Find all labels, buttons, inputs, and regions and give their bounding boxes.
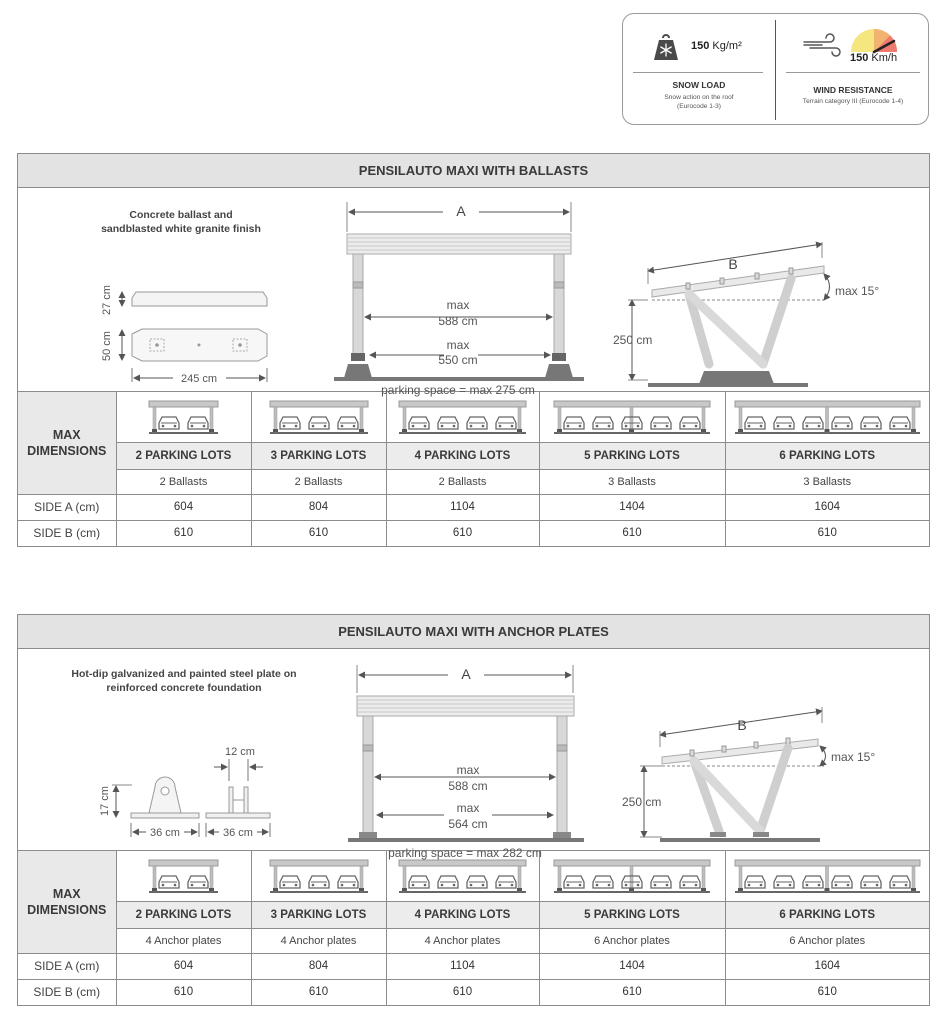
carport-icon-6 — [725, 851, 929, 901]
carport-3-icon — [270, 399, 368, 435]
lots-header: 3 PARKING LOTS — [251, 901, 386, 928]
table-row — [18, 520, 929, 546]
max-dimensions-header — [18, 851, 116, 953]
max-label-2: max — [446, 338, 470, 352]
dimensions-table — [18, 392, 929, 546]
carport-icon-4 — [386, 392, 539, 442]
row-header-line2: DIMENSIONS — [27, 902, 107, 917]
label-b: B — [737, 717, 747, 733]
car-icon — [280, 876, 300, 888]
side-a-value: 1404 — [539, 953, 725, 979]
parking-space-label: parking space = max 275 cm — [381, 383, 535, 397]
weight-snowflake-icon — [651, 32, 681, 62]
car-icon — [496, 417, 516, 429]
label-a: A — [456, 203, 466, 219]
car-icon — [338, 417, 358, 429]
lots-header: 6 PARKING LOTS — [725, 901, 929, 928]
table-row — [18, 979, 929, 1005]
car-icon — [861, 417, 881, 429]
side-height-label: 250 cm — [613, 333, 653, 347]
snow-load-unit: Kg/m² — [712, 40, 742, 52]
carport-6-icon — [735, 399, 920, 435]
side-a-value: 604 — [116, 494, 251, 520]
car-icon — [564, 876, 584, 888]
foundation-count: 4 Anchor plates — [251, 928, 386, 953]
lots-header: 2 PARKING LOTS — [116, 901, 251, 928]
diagram-area — [18, 188, 929, 397]
side-a-value: 1404 — [539, 494, 725, 520]
plate-width-label-2: 36 cm — [223, 827, 253, 839]
section-ballasts — [17, 153, 930, 547]
carport-icon-3 — [251, 392, 386, 442]
car-icon — [338, 876, 358, 888]
plate-height-label: 17 cm — [99, 786, 111, 816]
max-label-2: max — [456, 801, 480, 815]
ballast-diagrams — [18, 188, 929, 397]
foundation-caption-line2: reinforced concrete foundation — [106, 682, 262, 694]
carport-icon-3 — [251, 851, 386, 901]
car-icon — [438, 417, 458, 429]
lots-header: 6 PARKING LOTS — [725, 442, 929, 469]
car-icon — [803, 417, 823, 429]
side-height-label: 250 cm — [622, 795, 662, 809]
side-a-value: 804 — [251, 494, 386, 520]
foundation-count: 4 Anchor plates — [116, 928, 251, 953]
plate-thickness-label: 12 cm — [225, 746, 255, 758]
max-label-1: max — [446, 298, 470, 312]
car-icon — [593, 876, 613, 888]
lots-header: 5 PARKING LOTS — [539, 442, 725, 469]
wind-load-rule — [786, 72, 920, 73]
carport-icon-5 — [539, 851, 725, 901]
carport-5-icon — [554, 399, 710, 435]
foundation-caption-line1: Hot-dip galvanized and painted steel plate on — [71, 668, 297, 680]
wind-resistance-panel — [776, 14, 930, 124]
lots-header: 5 PARKING LOTS — [539, 901, 725, 928]
foundation-count: 2 Ballasts — [251, 469, 386, 494]
dimensions-table — [18, 851, 929, 1005]
car-icon — [496, 876, 516, 888]
table-row — [18, 494, 929, 520]
foundation-caption-line2: sandblasted white granite finish — [101, 223, 261, 235]
car-icon — [188, 417, 208, 429]
carport-2-icon — [149, 399, 218, 435]
diagram-area — [18, 649, 929, 860]
lots-header: 2 PARKING LOTS — [116, 442, 251, 469]
side-b-value: 610 — [386, 979, 539, 1005]
side-b-value: 610 — [539, 979, 725, 1005]
carport-5-icon — [554, 858, 710, 894]
max-label-1: max — [456, 763, 480, 777]
ballast-length-label: 245 cm — [180, 373, 218, 385]
label-a: A — [461, 666, 471, 682]
car-icon — [467, 417, 487, 429]
lots-header: 4 PARKING LOTS — [386, 442, 539, 469]
max-value-1: 588 cm — [448, 779, 488, 793]
foundation-count: 3 Ballasts — [539, 469, 725, 494]
car-icon — [309, 417, 329, 429]
side-a-value: 604 — [116, 953, 251, 979]
side-a-value: 1104 — [386, 953, 539, 979]
wind-speed-number: 150 — [850, 52, 869, 64]
car-icon — [890, 876, 910, 888]
carport-2-icon — [149, 858, 218, 894]
foundation-caption-line1: Concrete ballast and — [129, 209, 233, 221]
carport-icon-2 — [116, 851, 251, 901]
car-icon — [188, 876, 208, 888]
side-b-value: 610 — [725, 520, 929, 546]
side-view-drawing — [640, 707, 826, 842]
plate-width-label-1: 36 cm — [150, 827, 180, 839]
load-specs-box — [622, 13, 929, 125]
ballast-side-drawing — [122, 292, 267, 306]
car-icon — [890, 417, 910, 429]
car-icon — [832, 417, 852, 429]
car-icon — [280, 417, 300, 429]
side-b-value: 610 — [725, 979, 929, 1005]
snow-load-value — [691, 40, 742, 52]
snow-load-eurocode: (Eurocode 1-3) — [677, 103, 721, 110]
parking-space-label: parking space = max 282 cm — [388, 846, 542, 860]
side-a-value: 804 — [251, 953, 386, 979]
snow-load-desc: Snow action on the roof — [664, 94, 734, 101]
section-title: PENSILAUTO MAXI WITH BALLASTS — [18, 154, 929, 188]
section-anchor-plates — [17, 614, 930, 1006]
side-a-value: 1604 — [725, 953, 929, 979]
car-icon — [680, 417, 700, 429]
anchor-plate-side-drawing — [206, 759, 270, 837]
side-a-label: SIDE A (cm) — [18, 494, 116, 520]
snow-load-number: 150 — [691, 40, 710, 52]
ballast-height-label: 27 cm — [101, 285, 113, 315]
side-b-value: 610 — [116, 979, 251, 1005]
carport-4-icon — [399, 399, 526, 435]
snow-load-panel — [623, 14, 775, 124]
row-header-line1: MAX — [52, 427, 81, 442]
max-dimensions-header — [18, 392, 116, 494]
carport-6-icon — [735, 858, 920, 894]
car-icon — [832, 876, 852, 888]
side-b-value: 610 — [116, 520, 251, 546]
car-icon — [467, 876, 487, 888]
section-title: PENSILAUTO MAXI WITH ANCHOR PLATES — [18, 615, 929, 649]
car-icon — [861, 876, 881, 888]
ballast-width-label: 50 cm — [101, 331, 113, 361]
car-icon — [409, 417, 429, 429]
car-icon — [564, 417, 584, 429]
carport-4-icon — [399, 858, 526, 894]
car-icon — [745, 876, 765, 888]
car-icon — [803, 876, 823, 888]
side-b-value: 610 — [251, 979, 386, 1005]
foundation-count: 6 Anchor plates — [725, 928, 929, 953]
foundation-count: 2 Ballasts — [386, 469, 539, 494]
max-value-2: 564 cm — [448, 817, 488, 831]
table-row — [18, 953, 929, 979]
foundation-count: 2 Ballasts — [116, 469, 251, 494]
car-icon — [745, 417, 765, 429]
car-icon — [680, 876, 700, 888]
lots-header: 3 PARKING LOTS — [251, 442, 386, 469]
side-b-label: SIDE B (cm) — [18, 520, 116, 546]
wind-resistance-title: WIND RESISTANCE — [813, 85, 893, 95]
car-icon — [593, 417, 613, 429]
carport-3-icon — [270, 858, 368, 894]
carport-icon-5 — [539, 392, 725, 442]
wind-speed-value — [850, 52, 897, 64]
side-b-value: 610 — [251, 520, 386, 546]
car-icon — [438, 876, 458, 888]
side-b-label: SIDE B (cm) — [18, 979, 116, 1005]
car-icon — [159, 876, 179, 888]
anchor-plate-diagrams — [18, 649, 929, 860]
label-b: B — [728, 256, 738, 272]
carport-icon-6 — [725, 392, 929, 442]
front-view-drawing — [348, 665, 584, 842]
max-angle-label: max 15° — [831, 750, 876, 764]
max-value-1: 588 cm — [438, 314, 478, 328]
wind-resistance-desc: Terrain category III (Eurocode 1-4) — [802, 98, 904, 105]
car-icon — [774, 876, 794, 888]
carport-icon-2 — [116, 392, 251, 442]
wind-speed-unit: Km/h — [871, 52, 898, 64]
snow-load-title: SNOW LOAD — [672, 80, 726, 90]
car-icon — [651, 417, 671, 429]
side-b-value: 610 — [539, 520, 725, 546]
car-icon — [651, 876, 671, 888]
foundation-count: 4 Anchor plates — [386, 928, 539, 953]
side-b-value: 610 — [386, 520, 539, 546]
car-icon — [409, 876, 429, 888]
car-icon — [774, 417, 794, 429]
max-angle-label: max 15° — [835, 284, 880, 298]
side-a-value: 1104 — [386, 494, 539, 520]
side-a-label: SIDE A (cm) — [18, 953, 116, 979]
car-icon — [309, 876, 329, 888]
snow-load-rule — [633, 72, 763, 73]
foundation-count: 3 Ballasts — [725, 469, 929, 494]
side-a-value: 1604 — [725, 494, 929, 520]
max-value-2: 550 cm — [438, 353, 478, 367]
car-icon — [159, 417, 179, 429]
row-header-line1: MAX — [52, 886, 81, 901]
lots-header: 4 PARKING LOTS — [386, 901, 539, 928]
row-header-line2: DIMENSIONS — [27, 443, 107, 458]
foundation-count: 6 Anchor plates — [539, 928, 725, 953]
